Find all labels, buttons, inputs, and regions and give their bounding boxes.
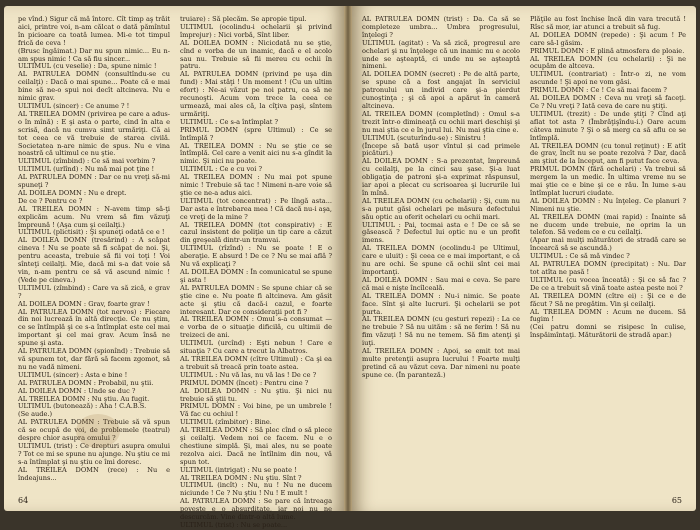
paper-stain: [76, 414, 120, 448]
dialogue-paragraph: AL TREILEA DOMN (ocolindu-l pe Ultimul, care e uluit) : Şi ceea ce e mai important, e că nu are ochi. Se spune că ochii sînt cei mai importanţi.: [362, 244, 520, 276]
dialogue-paragraph: ULTIMUL (zîmbitor) : Bine.: [180, 418, 272, 427]
dialogue-paragraph: ULTIMUL (intrigat) : Nu se poate !: [180, 465, 297, 474]
dialogue-paragraph: PRIMUL DOMN (fără ochelari) : Va trebui să mergem la un medic. În ultima vreme nu se mai ştie ce e bine şi ce e rău. În lume s-au întîmplat lucruri ciudate.: [530, 165, 686, 197]
dialogue-paragraph: (Apar mai mulţi măturători de stradă care se încearcă să se ascundă.): [530, 236, 686, 253]
right-page-column-1: [362, 16, 520, 380]
dialogue-paragraph: ULTIMUL (trezit) : De unde ştiţi ? Cînd aţi aflat tot asta ? (Îmbrăţişîndu-i.) Oare acum câteva minute ? Şi o să merg ca să aflu ce se întîmplă.: [530, 109, 686, 142]
dialogue-paragraph: AL TREILEA DOMN (mai rapid) : Înainte să ne ducem unde trebuie, ne oprim la un telefon. Să vedem ce e cu ceilalţi.: [530, 212, 686, 237]
dialogue-paragraph: AL TREILEA DOMN (cu ochelarii) : Şi ne ocupăm de altceva.: [530, 54, 686, 71]
dialogue-paragraph: ULTIMUL (scuturîndu-se) : Sinistru !: [362, 133, 486, 142]
dialogue-paragraph: ULTIMUL (rîzînd) : Nu se poate ! E o aberaţie. E absurd ! De ce ? Nu se mai află ? Nu vă explicaţi ?: [180, 244, 332, 269]
dialogue-paragraph: AL PATRULEA DOMN (privind pe uşa din fund) : Mai stăţi ! Un moment ! (Cu un ultim efort) : Ne-ai văzut pe noi patru, ca să ne recunoşti. Acum vom trece la ceea ce urmează, mai ales că, la cîţiva paşi, sîntem urmăriţi.: [180, 70, 332, 118]
dialogue-paragraph: ULTIMUL (trist) : Ce drepturi asupra omului ? Tot ce mi se spune nu ajunge. Nu ştiu ce mi s-a întîmplat şi nu ştiu ce îmi doresc.: [18, 441, 170, 466]
dialogue-paragraph: ULTIMUL (plictisit) : Şi spuneţi odată ce e !: [18, 228, 165, 237]
dialogue-paragraph: ULTIMUL (sincer) : Asta e bine !: [18, 370, 128, 379]
dialogue-paragraph: AL DOILEA DOMN : Nu înţeleg. Ce planuri ? Nimeni nu ştie.: [530, 196, 686, 213]
dialogue-paragraph: AL TREILEA DOMN (completînd) : Omul s-a trezit într-o dimineaţă cu ochii mari deschişi şi nu mai ştia ce e în jurul lui. Nu mai ştia cine e.: [362, 109, 520, 134]
dialogue-paragraph: AL PATRULEA DOMN : Se spune chiar că se ştie cine e. Nu poate fi altcineva. Am găsit acte şi ştiu că dacă-i cazul, e foarte interesant. Dar ce consideraţii pot fi ?: [180, 283, 332, 316]
dialogue-paragraph: ULTIMUL (urcînd) : Eşti nebun ! Care e situaţia ? Cu care a trecut la Albatros.: [180, 339, 332, 356]
dialogue-paragraph: ULTIMUL (incît) : Nu, nu ! Nu ne ducem niciunde ! Ce ? Nu ştiu ! Nu ! E mult !: [180, 481, 332, 498]
dialogue-paragraph: (Brusc îngăimat.) Dar nu spun nimic... Eu n-am spus nimic ! Ca să fiu sincer...: [18, 46, 170, 63]
dialogue-paragraph: (Cei patru domni se risipesc în culise, înspăimîntaţi. Măturătorii de stradă apar.): [530, 323, 686, 340]
dialogue-paragraph: AL DOILEA DOMN (repede) : Şi acum ! Pe care să-l găsim.: [530, 30, 686, 47]
dialogue-paragraph: (Începe să bată ușor vîntul și cad primele picături.): [362, 141, 520, 158]
dialogue-paragraph: AL PATRULEA DOMN (precipitat) : Nu. Dar tot atîta ne pasă !: [530, 260, 686, 276]
dialogue-paragraph: Plăţile au fost închise încă din vara trecută ! Rîsc să mor, iar atunci a trebuit să fug.: [530, 15, 686, 31]
dialogue-paragraph: ULTIMUL : Nu vă las, nu vă las ! De ce ?: [180, 370, 317, 379]
dialogue-paragraph: AL PATRULEA DOMN : Probabil, nu ştii.: [18, 378, 154, 387]
dialogue-paragraph: AL TREILEA DOMN : Să plec cînd o să plece şi ceilalţi. Vedem noi ce facem. Nu e o chestiune simplă. Şi, mai ales, nu se poate rezolva aici. Dacă ne întîlnim din nou, vă spun tot.: [180, 426, 332, 466]
dialogue-paragraph: pe vînd.) Sigur că mă întorc. Cît timp aş trăit aici, printre voi, n-am călcat o dată pămîntul în picioare ca toată lumea. Mi-e tot timpul frică de ceva !: [18, 15, 170, 47]
left-page: [4, 6, 344, 529]
dialogue-paragraph: AL DOILEA DOMN : Unde se duc ?: [18, 386, 136, 395]
dialogue-paragraph: AL TREILEA DOMN : Nu ştiu. Sînt ?: [180, 473, 302, 482]
left-page-column-2: [180, 16, 332, 530]
dialogue-paragraph: AL TREILEA DOMN : Acum ne ducem. Să fugim !: [530, 307, 686, 324]
dialogue-paragraph: AL TREILEA DOMN (cître Ultimul) : Ca şi ea a trebuit să treacă prin toate astea.: [180, 354, 332, 371]
dialogue-paragraph: AL TREILEA DOMN (cu gesturi repezi) : La ce ne trebuie ? Să nu uităm : să ne ferim ! Să nu fim văzuţi ! Să nu ne temem. Să fim atenţi şi iuţi.: [362, 315, 520, 348]
dialogue-paragraph: AL DOILEA DOMN : Nu ştiu. Şi nici nu trebuie să ştii tu.: [180, 386, 332, 403]
dialogue-paragraph: AL PATRULEA DOMN : Se pare că întreaga poveste e o absurditate, iar noi nu ne descurcăm. Vine dintr-o altă lume.: [180, 497, 332, 522]
dialogue-paragraph: PRIMUL DOMN (încet) : Pentru cine ?: [180, 378, 309, 387]
dialogue-paragraph: AL DOILEA DOMN : Grav, foarte grav !: [18, 299, 150, 308]
dialogue-paragraph: PRIMUL DOMN (spre Ultimul) : Ce se întîmplă ?: [180, 125, 332, 142]
right-page-column-2: [530, 16, 686, 340]
dialogue-paragraph: ULTIMUL (agitat) : Va să zică, progresul are ochelari şi nu înţelege că un inamic nu e acolo unde se aşteaptă, ci unde nu se aşteaptă nimeni.: [362, 38, 520, 71]
dialogue-paragraph: AL DOILEA DOMN : Nu e drept.: [18, 188, 127, 197]
dialogue-paragraph: AL TREILEA DOMN : Nu mai pot spune nimic ! Trebuie să tac ! Nimeni n-are voie să ştie ce ne-a adus aici.: [180, 173, 332, 197]
left-page-number: 64: [18, 496, 29, 505]
dialogue-paragraph: AL DOILEA DOMN : Sau mai e ceva. Se pare că mai e nişte încîlceală.: [362, 275, 520, 292]
dialogue-paragraph: AL DOILEA DOMN : S-a prezentat, împreună cu ceilalţi, pe la cinci sau şase. Şi-a luat obligaţia de patroni şi-a exprimat răspunsul, iar apoi a plecat cu scrisoarea şi lucrurile lui în mînă.: [362, 157, 520, 197]
book-gutter: [344, 6, 352, 511]
dialogue-paragraph: ULTIMUL (cu veselie) : Da, spune nimic !: [18, 62, 157, 71]
dialogue-paragraph: AL TREILEA DOMN : Apoi, se emit tot mai multe pretenţii asupra lucrului ! Foarte mulţi pretind că au văzut ceva. Dar nimeni nu poate spune ce. (În paranteză.): [362, 347, 520, 379]
dialogue-paragraph: AL TREILEA DOMN : N-avem timp să-ţi explicăm acum. Nu vrem să fim văzuţi împreună ! (Aşa cum şi ceilalţi.): [18, 204, 170, 229]
dialogue-paragraph: ULTIMUL (sincer) : Ce anume ? !: [18, 101, 130, 110]
dialogue-paragraph: De ce ? Pentru ce ?: [18, 196, 83, 205]
dialogue-paragraph: AL PATRULEA DOMN (trist) : Da. Ca să se completeze umbra... Umbra progresului, înţelegi ?: [362, 15, 520, 39]
dialogue-paragraph: ULTIMUL (trist) : Nu se poate...: [180, 521, 288, 529]
dialogue-paragraph: AL TREILEA DOMN (privirea pe care a adus-o în mînă) : E şi asta o parte, cind în alta e scrisă, dacă nu cumva simt urmăriţi. Că ai tot ceea ce vă trebuie de starea civilă. Societatea n-are nimic de spus. Nu e vina noastră că ultimul ce nu ştie.: [18, 109, 170, 158]
dialogue-paragraph: PRIMUL DOMN : E plină atmosfera de ploaie.: [530, 46, 685, 55]
dialogue-paragraph: ULTIMUL : Ce e cu voi ?: [180, 165, 263, 174]
dialogue-paragraph: ULTIMUL (zîmbind) : Care va să zică, e grav ?: [18, 283, 170, 300]
dialogue-paragraph: ULTIMUL (tot concentrat) : Pe lîngă asta... Dar asta e întrebarea mea ! Că dacă nu-i aşa, ce vreţi de la mine ?: [180, 196, 332, 221]
dialogue-paragraph: AL PATRULEA DOMN : Dar ce nu vreţi să-mi spuneţi ?: [18, 173, 170, 190]
dialogue-paragraph: AL TREILEA DOMN : Nu ştiu. Au fugit.: [18, 394, 150, 403]
dialogue-paragraph: AL TREILEA DOMN (cu tonul reţinut) : E atît de grav, încît nu se poate rezolva ? Dar, dacă am ştiut de la început, am fi putut face ceva.: [530, 141, 686, 166]
dialogue-paragraph: AL TREILEA DOMN (tot conspirativ) : E cazul insistent de poliţie un tip care a căzut din greşeală dintr-un tramvai.: [180, 220, 332, 245]
dialogue-paragraph: AL DOILEA DOMN : Ceva nu vreţi să faceţi. Ce ? Nu vreţi ? Iată ceva de care nu ştiţi.: [530, 94, 686, 110]
dialogue-paragraph: AL PATRULEA DOMN (tot nervos) : Fiecare din noi lucrează în altă direcţie. Ce nu ştim, ce se întîmplă şi ce s-a întîmplat este cel mai important şi cel mai grav. Acum însă ne spune şi asta.: [18, 307, 170, 348]
dialogue-paragraph: AL DOILEA DOMN (secret) : Pe de altă parte, se spune că a fost angajat în serviciul patronului un individ care şi-a pierdut cunoştinţa ; şi că apoi a apărut în cameră altcineva.: [362, 70, 520, 110]
dialogue-paragraph: ULTIMUL : Ce s-a întîmplat ?: [180, 117, 279, 126]
dialogue-paragraph: AL PATRULEA DOMN (spionînd) : Trebuie să vă spunem tot, dar fără să facem zgomot, să nu ne vadă nimeni.: [18, 347, 170, 371]
dialogue-paragraph: AL TREILEA DOMN : Nu-i nimic. Se poate face. Sînt şi alte lucruri. Şi ochelarii se pot purta.: [362, 291, 520, 316]
dialogue-paragraph: PRIMUL DOMN : Ce ! Ce să mai facem ?: [530, 86, 667, 95]
dialogue-paragraph: ULTIMUL : Pai, tocmai asta e ! De ce să se găsească ? Defectul lui optic nu e un profit imens.: [362, 220, 520, 245]
dialogue-paragraph: AL TREILEA DOMN (rece) : Nu e îndeajuns...: [18, 465, 170, 482]
dialogue-paragraph: ULTIMUL (contrariat) : Într-o zi, ne vom ascunde ! Şi apoi ne vom găsi.: [530, 70, 686, 87]
dialogue-paragraph: ULTIMUL : Ce să mă vindec ?: [530, 252, 630, 261]
dialogue-paragraph: AL TREILEA DOMN : Omul s-a consumat — e vorba de o situaţie dificilă, cu ultimii de treizeci de ani.: [180, 315, 332, 340]
dialogue-paragraph: ULTIMUL (urlînd) : Nu mă mai pot ţine !: [18, 165, 155, 174]
dialogue-paragraph: AL TREILEA DOMN : Nu se ştie ce se întîmplă. Cel care a venit aici nu s-a gîndit la nimic. Şi nici nu poate.: [180, 141, 332, 166]
dialogue-paragraph: AL TREILEA DOMN (cître ei) : Şi ce e de făcut ? Să ne pregătim. Vin şi ceilalţi.: [530, 291, 686, 308]
dialogue-paragraph: ULTIMUL (butonează) : Aha ! C.A.B.S.: [18, 402, 147, 411]
dialogue-paragraph: AL PATRULEA DOMN (consultîndu-se cu ceilalţi) : Dacă o mai spune... Poate că e mai bine să ne-o spui noi decît altcineva. Nu e nimic grav.: [18, 70, 170, 103]
dialogue-paragraph: AL PATRULEA DOMN : Trebuie să vă spun că se ocupă de voi, de problemele (teatrul) despre chior asupra omului ?: [18, 418, 170, 443]
dialogue-paragraph: PRIMUL DOMN : Voi bine, pe un umbrele ! Vă fac cu ochiul !: [180, 402, 332, 419]
dialogue-paragraph: (Se aude.): [18, 410, 53, 419]
dialogue-paragraph: ULTIMUL (zîmbind) : Ce să mai vorbim ?: [18, 157, 156, 166]
dialogue-paragraph: AL DOILEA DOMN (tresărind) : A scăpat cineva ! Nu se poate să fi scăpat de noi. Şi, pentru aceasta, trebuie să fii voi toţi ! Voi sînteţi ceilalţi. Mie, dacă mi s-a dat voie să vin, n-am pentru ce să vă ascund nimic ! (Vede pe cineva.): [18, 236, 170, 284]
right-page: [352, 6, 696, 511]
dialogue-paragraph: AL DOILEA DOMN : În comunicatul se spune şi asta !: [180, 268, 332, 284]
dialogue-paragraph: ULTIMUL (ocolindu-i ochelarii şi privind împrejur) : Nici vorbă, Sînt liber.: [180, 22, 332, 39]
dialogue-paragraph: truiare) : Să plecăm. Se apropie tipul.: [180, 15, 307, 23]
dialogue-paragraph: AL DOILEA DOMN : Nicicdată nu se ştie, cînd e vorba de un inamic, dacă e el acolo sau nu. Trebuie să fii mereu cu ochii în patru.: [180, 38, 332, 71]
dialogue-paragraph: AL TREILEA DOMN (cu ochelarii) : Şi, cum nu s-a putut găsi ochelari pe măsura defectului său optic au oferit ochelari cu ochii mari.: [362, 196, 520, 221]
right-page-number: 65: [671, 496, 682, 505]
left-page-column-1: [18, 16, 170, 482]
dialogue-paragraph: ULTIMUL (cu vocea înceată) : Şi ce să fac ? De ce a trebuit să vină toate astea peste noi ?: [530, 275, 686, 292]
